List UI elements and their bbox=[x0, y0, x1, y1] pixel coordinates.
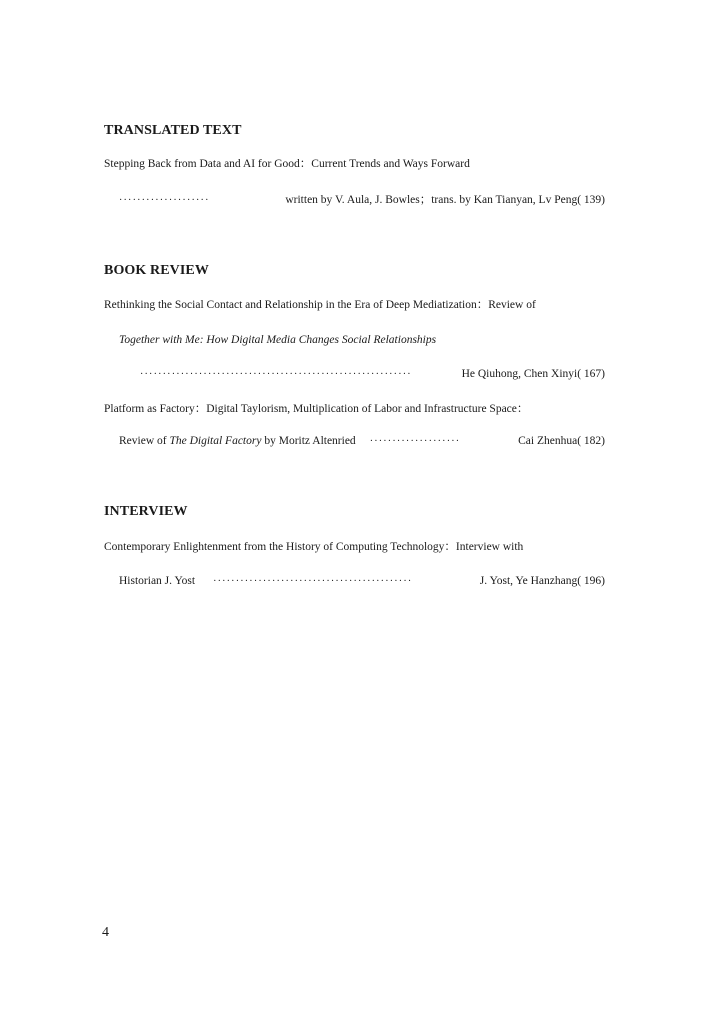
book-title: The Digital Factory bbox=[169, 435, 262, 447]
review-subtitle-1: Together with Me: How Digital Media Changes Social Relationships bbox=[119, 334, 437, 346]
leader-dots: ···················· bbox=[119, 195, 210, 206]
interview-credit: J. Yost, Ye Hanzhang( 196) bbox=[479, 575, 605, 587]
leader-dots: ···························································· bbox=[140, 369, 412, 380]
article-credit-line bbox=[119, 193, 605, 208]
review-book-line bbox=[119, 434, 356, 448]
leader-dots: ···················· bbox=[369, 436, 461, 447]
review-title-1: Rethinking the Social Contact and Relationship in the Era of Deep Mediatization：Review of bbox=[104, 299, 536, 311]
leader-dots: ············································ bbox=[213, 576, 413, 587]
section-heading-translated-text: TRANSLATED TEXT bbox=[104, 123, 242, 138]
interview-title: Contemporary Enlightenment from the History of Computing Technology：Interview with bbox=[104, 541, 524, 553]
section-heading-interview: INTERVIEW bbox=[104, 504, 188, 519]
review-credit-line-2 bbox=[119, 434, 605, 449]
review-credit-2: Cai Zhenhua( 182) bbox=[518, 435, 605, 447]
article-title: Stepping Back from Data and AI for Good：Current Trends and Ways Forward bbox=[104, 158, 470, 170]
interview-credit-line bbox=[119, 574, 605, 589]
review-title-2: Platform as Factory：Digital Taylorism, Multiplication of Labor and Infrastructure Space： bbox=[104, 403, 529, 415]
review-suffix: by Moritz Altenried bbox=[261, 435, 356, 447]
page-number: 4 bbox=[102, 925, 109, 940]
interview-subject: Historian J. Yost bbox=[119, 575, 196, 587]
review-prefix: Review of bbox=[119, 435, 170, 447]
article-credit: written by V. Aula, J. Bowles；trans. by Kan Tianyan, Lv Peng( 139) bbox=[285, 194, 605, 206]
review-credit-1: He Qiuhong, Chen Xinyi( 167) bbox=[461, 368, 605, 380]
review-credit-line-1 bbox=[140, 367, 605, 382]
section-heading-book-review: BOOK REVIEW bbox=[104, 263, 209, 278]
